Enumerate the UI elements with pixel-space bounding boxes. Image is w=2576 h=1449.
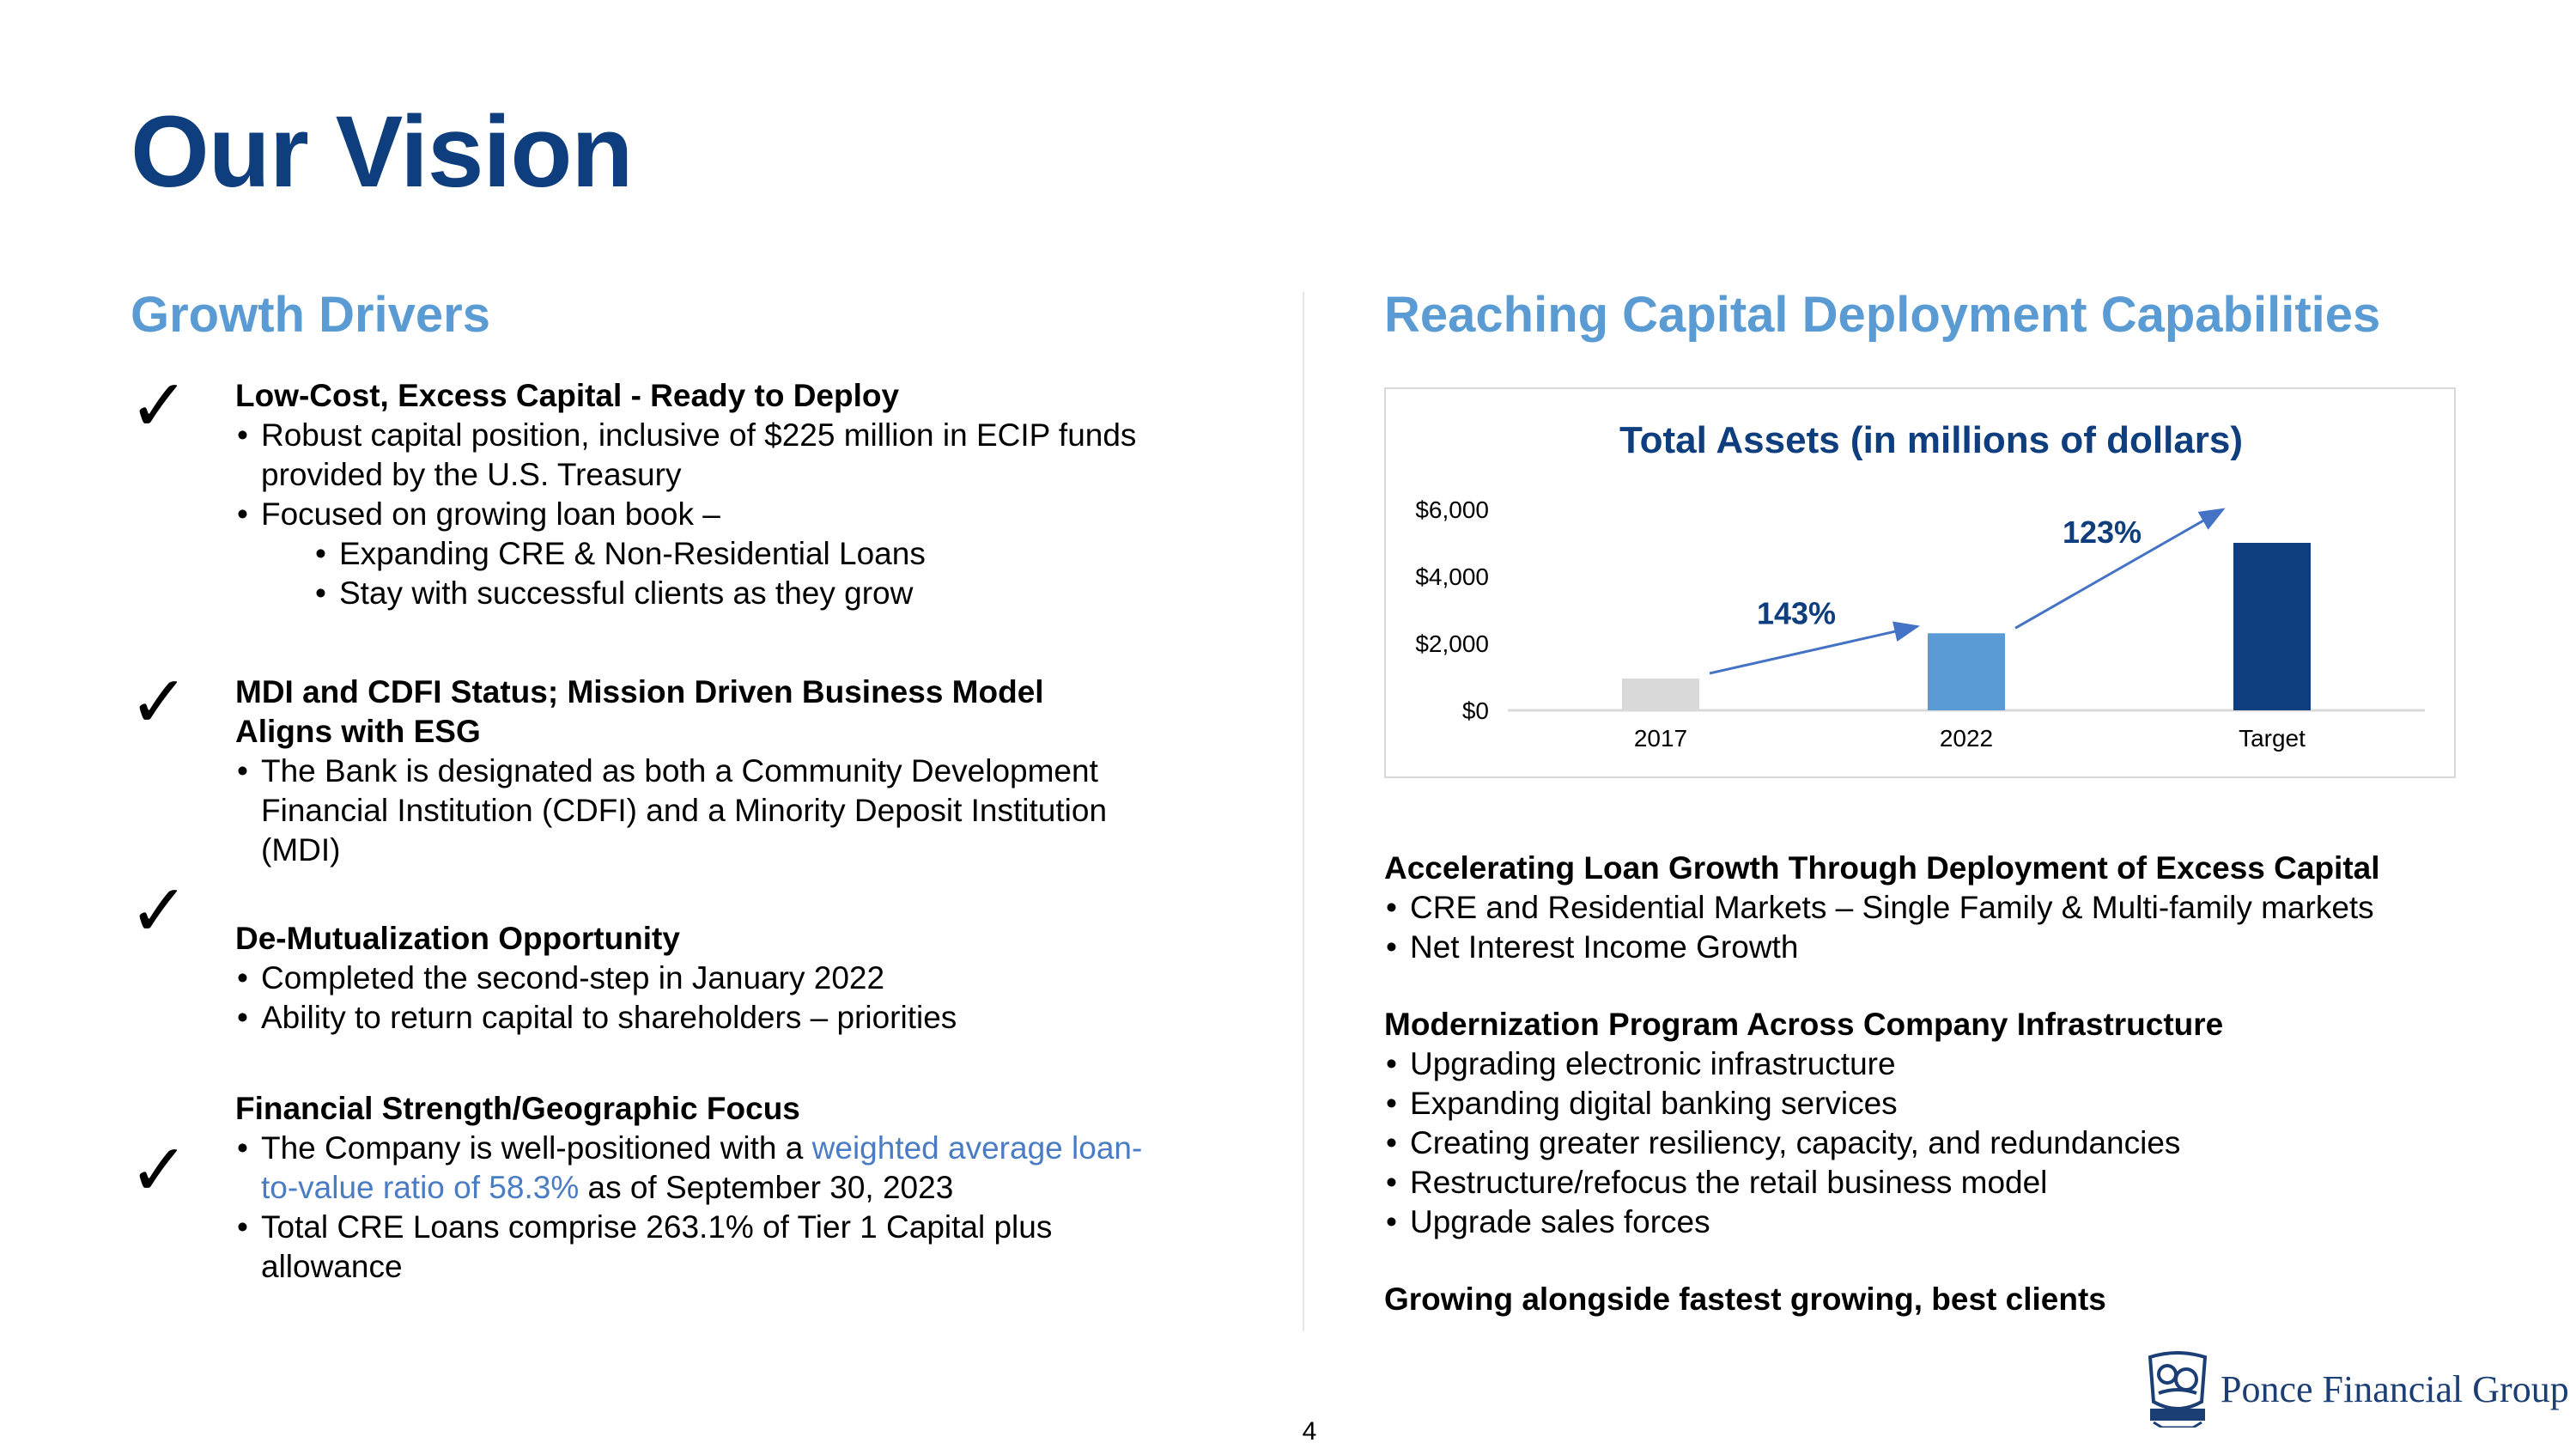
x-tick-label: 2017 xyxy=(1633,725,1688,752)
section-title: De-Mutualization Opportunity xyxy=(235,921,680,956)
chart-title: Total Assets (in millions of dollars) xyxy=(1619,419,2244,461)
bullet: • Ability to return capital to shareholders – priorities xyxy=(235,998,1145,1038)
growth-arrow xyxy=(1710,626,1917,673)
growth-driver-demutualization xyxy=(235,919,1145,1038)
section-title: Modernization Program Across Company Infrastructure xyxy=(1384,1007,2224,1042)
section-title-line: MDI and CDFI Status; Mission Driven Business Model xyxy=(235,674,1044,709)
bullet: • Focused on growing loan book – xyxy=(235,495,1145,534)
bullet: • Total CRE Loans comprise 263.1% of Tier 1 Capital plus allowance xyxy=(235,1208,1145,1287)
growth-percent-label: 123% xyxy=(2062,514,2142,551)
bar-2017 xyxy=(1622,679,1699,710)
x-tick-label: 2022 xyxy=(1939,725,1994,752)
checkmark-icon: ✓ xyxy=(129,1129,190,1210)
ponce-logo xyxy=(2142,1349,2569,1430)
clients-section xyxy=(1384,1280,2500,1319)
chart-svg xyxy=(1386,389,2454,776)
growth-driver-mdi-cdfi xyxy=(235,673,1145,870)
section-title: Growing alongside fastest growing, best clients xyxy=(1384,1282,2106,1317)
ponce-seal-icon xyxy=(2142,1349,2214,1428)
bullet-text: The Company is well-positioned with a xyxy=(261,1130,812,1166)
bullet: • Upgrade sales forces xyxy=(1384,1202,2500,1242)
page-title: Our Vision xyxy=(131,95,633,209)
checkmark-icon: ✓ xyxy=(129,870,190,951)
bullet-text: as of September 30, 2023 xyxy=(579,1170,954,1205)
capital-deployment-heading: Reaching Capital Deployment Capabilities xyxy=(1384,287,2381,343)
x-tick-label: Target xyxy=(2239,725,2306,752)
growth-drivers-heading: Growth Drivers xyxy=(131,287,490,343)
ltv-highlight: weighted average loan-to-value ratio of 58.3% xyxy=(261,1130,1143,1205)
bullet: • CRE and Residential Markets – Single Family & Multi-family markets xyxy=(1384,888,2500,928)
bullet: • Expanding digital banking services xyxy=(1384,1084,2500,1123)
y-tick-label: $6,000 xyxy=(1415,496,1489,523)
y-tick-label: $2,000 xyxy=(1415,630,1489,657)
total-assets-chart xyxy=(1384,387,2456,778)
bullet: • Completed the second-step in January 2022 xyxy=(235,959,1145,998)
section-title: Low-Cost, Excess Capital - Ready to Deploy xyxy=(235,378,900,413)
checkmark-icon: ✓ xyxy=(129,365,190,446)
checkmark-icon: ✓ xyxy=(129,661,190,742)
bar-2022 xyxy=(1928,633,2005,710)
bullet: • Restructure/refocus the retail business model xyxy=(1384,1163,2500,1202)
y-tick-label: $4,000 xyxy=(1415,563,1489,590)
column-divider xyxy=(1303,292,1304,1331)
section-title: Financial Strength/Geographic Focus xyxy=(235,1091,800,1126)
section-title: Accelerating Loan Growth Through Deployment of Excess Capital xyxy=(1384,850,2380,886)
growth-driver-capital xyxy=(235,376,1145,613)
bullet: • Net Interest Income Growth xyxy=(1384,928,2500,967)
bullet: • Creating greater resiliency, capacity, and redundancies xyxy=(1384,1123,2500,1163)
bar-target xyxy=(2233,543,2311,710)
growth-percent-label: 143% xyxy=(1756,595,1837,631)
loan-growth-section xyxy=(1384,849,2500,967)
sub-bullet: • Stay with successful clients as they grow xyxy=(313,574,1145,613)
sub-bullet: • Expanding CRE & Non-Residential Loans xyxy=(313,534,1145,574)
section-title-line: Aligns with ESG xyxy=(235,714,481,749)
logo-text: Ponce Financial Group xyxy=(2221,1368,2569,1410)
page-number: 4 xyxy=(1302,1417,1317,1446)
bullet: • Robust capital position, inclusive of $225 million in ECIP funds provided by the U.S. Treasury xyxy=(235,416,1145,495)
bullet: • The Bank is designated as both a Community Development Financial Institution (CDFI) and a Minority Deposit Institution (MDI) xyxy=(235,752,1145,870)
bullet xyxy=(235,1129,1145,1208)
y-tick-label: $0 xyxy=(1461,697,1489,724)
growth-driver-financial-strength xyxy=(235,1089,1145,1287)
bullet: • Upgrading electronic infrastructure xyxy=(1384,1044,2500,1084)
modernization-section xyxy=(1384,1005,2500,1242)
section-title xyxy=(235,673,1145,752)
